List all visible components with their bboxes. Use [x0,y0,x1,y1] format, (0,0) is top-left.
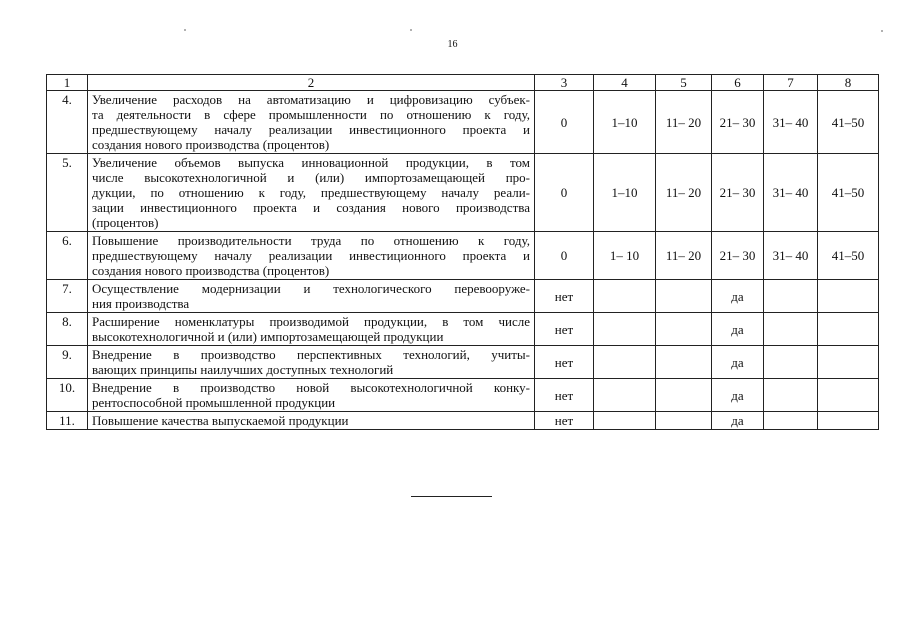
score-cell-c6: да [712,412,764,430]
criterion-text [88,91,535,154]
score-cell-c7: 31– 40 [764,154,818,232]
table-row [47,379,879,412]
score-cell-c3: нет [535,280,594,313]
row-number: 10. [47,379,88,412]
scan-speck [881,30,883,32]
score-cell-c5 [656,313,712,346]
score-cell-c3: 0 [535,232,594,280]
criterion-line: ния производства [92,296,190,311]
scan-speck [184,29,186,31]
score-cell-c6: 21– 30 [712,154,764,232]
score-cell-c8: 41–50 [818,154,879,232]
table-row [47,412,879,430]
score-cell-c8: 41–50 [818,91,879,154]
criterion-line: (процентов) [92,215,159,230]
row-number: 5. [47,154,88,232]
score-cell-c4: 1– 10 [594,232,656,280]
score-cell-c4: 1–10 [594,154,656,232]
row-number: 7. [47,280,88,313]
row-number: 4. [47,91,88,154]
page-number: 16 [447,39,458,50]
criterion-line: предшествующему началу реализации инвестиционного проекта и [92,122,530,137]
criterion-line: высокотехнологичной и (или) импортозамещающей продукции [92,329,444,344]
table-row [47,91,879,154]
score-cell-c7: 31– 40 [764,91,818,154]
criterion-text [88,379,535,412]
score-cell-c7 [764,379,818,412]
table-row [47,232,879,280]
row-number: 8. [47,313,88,346]
criterion-text [88,232,535,280]
header-cell: 3 [535,75,594,91]
score-cell-c6: да [712,379,764,412]
criteria-table [46,74,879,430]
criterion-line: Повышение качества выпускаемой продукции [92,413,349,428]
score-cell-c5 [656,346,712,379]
score-cell-c8 [818,379,879,412]
score-cell-c8 [818,313,879,346]
score-cell-c7 [764,412,818,430]
criterion-line: Внедрение в производство перспективных технологий, учиты- [92,347,530,362]
criterion-text [88,346,535,379]
score-cell-c3: нет [535,346,594,379]
score-cell-c5: 11– 20 [656,232,712,280]
score-cell-c4 [594,280,656,313]
row-number: 11. [47,412,88,430]
row-number: 9. [47,346,88,379]
header-cell: 1 [47,75,88,91]
table-row [47,346,879,379]
score-cell-c7 [764,346,818,379]
score-cell-c5: 11– 20 [656,154,712,232]
criterion-text [88,313,535,346]
score-cell-c8 [818,346,879,379]
score-cell-c4: 1–10 [594,91,656,154]
score-cell-c4 [594,412,656,430]
score-cell-c4 [594,346,656,379]
criterion-line: дукции, по отношению к году, предшествующему началу реали- [92,185,530,200]
criterion-line: Повышение производительности труда по отношению к году, [92,233,530,248]
score-cell-c6: да [712,313,764,346]
score-cell-c8: 41–50 [818,232,879,280]
criterion-line: Увеличение расходов на автоматизацию и цифровизацию субъек- [92,92,530,107]
score-cell-c5 [656,379,712,412]
score-cell-c4 [594,379,656,412]
score-cell-c3: нет [535,412,594,430]
criterion-line: создания нового производства (процентов) [92,137,330,152]
criterion-line: числе высокотехнологичной и (или) импортозамещающей про- [92,170,530,185]
criterion-line: зации инвестиционного проекта и создания нового производства [92,200,530,215]
criterion-line: Осуществление модернизации и технологического перевооруже- [92,281,530,296]
header-cell: 8 [818,75,879,91]
score-cell-c4 [594,313,656,346]
separator-line [411,496,492,497]
criterion-line: создания нового производства (процентов) [92,263,330,278]
score-cell-c3: нет [535,379,594,412]
criterion-text [88,412,535,430]
header-cell: 2 [88,75,535,91]
score-cell-c6: да [712,280,764,313]
scan-speck [410,29,412,31]
header-cell: 6 [712,75,764,91]
header-cell: 7 [764,75,818,91]
score-cell-c8 [818,280,879,313]
table-row [47,154,879,232]
criterion-line: Увеличение объемов выпуска инновационной продукции, в том [92,155,530,170]
criterion-line: предшествующему началу реализации инвестиционного проекта и [92,248,530,263]
score-cell-c3: нет [535,313,594,346]
criterion-line: вающих принципы наилучших доступных технологий [92,362,394,377]
score-cell-c7: 31– 40 [764,232,818,280]
score-cell-c7 [764,313,818,346]
table-row [47,313,879,346]
score-cell-c5: 11– 20 [656,91,712,154]
score-cell-c8 [818,412,879,430]
score-cell-c3: 0 [535,91,594,154]
criterion-line: рентоспособной промышленной продукции [92,395,336,410]
score-cell-c7 [764,280,818,313]
score-cell-c5 [656,280,712,313]
header-cell: 4 [594,75,656,91]
score-cell-c6: 21– 30 [712,232,764,280]
criterion-line: Внедрение в производство новой высокотехнологичной конку- [92,380,530,395]
score-cell-c6: 21– 30 [712,91,764,154]
row-number: 6. [47,232,88,280]
criterion-text [88,154,535,232]
score-cell-c5 [656,412,712,430]
header-row [47,75,879,91]
score-cell-c6: да [712,346,764,379]
table-row [47,280,879,313]
header-cell: 5 [656,75,712,91]
criterion-text [88,280,535,313]
criterion-line: та деятельности в сфере промышленности по отношению к году, [92,107,530,122]
criterion-line: Расширение номенклатуры производимой продукции, в том числе [92,314,530,329]
score-cell-c3: 0 [535,154,594,232]
